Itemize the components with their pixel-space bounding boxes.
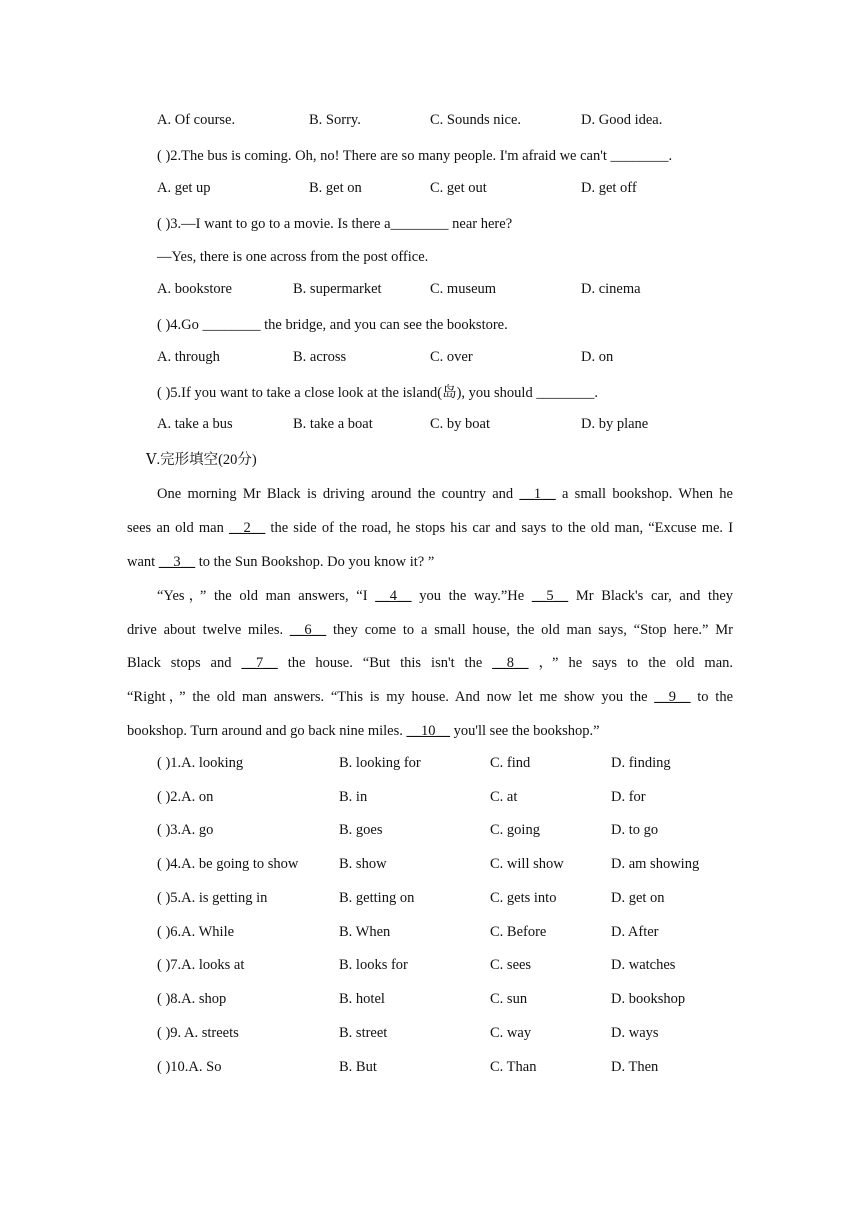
option-b: B. in	[339, 789, 368, 805]
option-d: D. cinema	[581, 281, 641, 297]
question-4-stem: ( )4.Go ________ the bridge, and you can see the bookstore.	[157, 317, 508, 333]
option-d: D. ways	[611, 1025, 659, 1041]
option-b: B. looks for	[339, 957, 408, 973]
option-c: C. over	[430, 349, 473, 365]
option-b: B. When	[339, 924, 391, 940]
option-b: B. get on	[309, 180, 362, 196]
blank-7: __7__	[241, 655, 278, 671]
blank-2: __2__	[229, 520, 266, 536]
question-2-options	[0, 180, 860, 200]
cloze-label: ( )10.A. So	[157, 1059, 222, 1075]
cloze-item	[0, 822, 860, 842]
option-d: D. After	[611, 924, 659, 940]
option-c: C. sun	[490, 991, 528, 1007]
question-2-stem: ( )2.The bus is coming. Oh, no! There are so many people. I'm afraid we can't ________.	[157, 148, 673, 164]
question-3-options	[0, 281, 860, 301]
passage-line: drive about twelve miles. __6__ they come to a small house, the old man says, “Stop here.” Mr	[127, 622, 734, 638]
option-d: D. Good idea.	[581, 112, 663, 128]
option-c: C. museum	[430, 281, 497, 297]
blank-3: __3__	[158, 554, 196, 570]
option-c: C. sees	[490, 957, 532, 973]
blank-10: __10__	[406, 723, 451, 739]
cloze-item	[0, 789, 860, 809]
blank-5: __5__	[531, 588, 569, 604]
cloze-label: ( )1.A. looking	[157, 755, 244, 771]
passage-line: “Yes，” the old man answers, “I __4__ you the way.”He __5__ Mr Black's car, and they	[157, 588, 734, 604]
option-c: C. at	[490, 789, 518, 805]
cloze-item	[0, 1025, 860, 1045]
cloze-label: ( )4.A. be going to show	[157, 856, 299, 872]
option-b: B. getting on	[339, 890, 415, 906]
passage-line: One morning Mr Black is driving around the country and __1__ a small bookshop. When he	[157, 486, 733, 502]
section-title: Ⅴ.完形填空(20分)	[146, 452, 257, 468]
option-b: B. supermarket	[293, 281, 382, 297]
question-5-stem: ( )5.If you want to take a close look at the island(岛), you should ________.	[157, 385, 598, 401]
option-d: D. for	[611, 789, 646, 805]
cloze-item	[0, 755, 860, 775]
option-b: B. goes	[339, 822, 383, 838]
option-b: B. looking for	[339, 755, 421, 771]
option-b: B. But	[339, 1059, 377, 1075]
blank-8: __8__	[492, 655, 529, 671]
option-a: A. get up	[157, 180, 211, 196]
cloze-item	[0, 1059, 860, 1079]
passage-line: Black stops and __7__ the house. “But this isn't the __8__ ，” he says to the old man.	[127, 655, 734, 671]
option-d: D. am showing	[611, 856, 700, 872]
option-b: B. across	[293, 349, 347, 365]
cloze-item	[0, 924, 860, 944]
passage-line: bookshop. Turn around and go back nine miles. __10__ you'll see the bookshop.”	[127, 723, 600, 739]
option-d: D. get on	[611, 890, 665, 906]
question-5-options	[0, 416, 860, 436]
option-a: A. bookstore	[157, 281, 232, 297]
cloze-label: ( )2.A. on	[157, 789, 214, 805]
passage-line: “Right，” the old man answers. “This is my house. And now let me show you the __9__ to the	[127, 689, 734, 705]
option-c: C. way	[490, 1025, 532, 1041]
question-3-stem: ( )3.—I want to go to a movie. Is there a________ near here?	[157, 216, 513, 232]
option-c: C. Before	[490, 924, 547, 940]
option-d: D. get off	[581, 180, 637, 196]
option-c: C. Sounds nice.	[430, 112, 522, 128]
option-c: C. Than	[490, 1059, 537, 1075]
option-a: A. Of course.	[157, 112, 236, 128]
option-d: D. finding	[611, 755, 671, 771]
blank-9: __9__	[654, 689, 691, 705]
prev-question-options	[0, 112, 860, 132]
option-d: D. Then	[611, 1059, 659, 1075]
option-c: C. going	[490, 822, 540, 838]
blank-1: __1__	[519, 486, 556, 502]
cloze-item	[0, 957, 860, 977]
option-a: A. take a bus	[157, 416, 233, 432]
question-3-reply: —Yes, there is one across from the post office.	[157, 249, 429, 265]
option-b: B. street	[339, 1025, 388, 1041]
option-c: C. gets into	[490, 890, 557, 906]
option-b: B. show	[339, 856, 387, 872]
cloze-item	[0, 890, 860, 910]
cloze-label: ( )5.A. is getting in	[157, 890, 268, 906]
option-c: C. will show	[490, 856, 564, 872]
cloze-label: ( )6.A. While	[157, 924, 235, 940]
option-d: D. by plane	[581, 416, 649, 432]
cloze-item	[0, 856, 860, 876]
question-4-options	[0, 349, 860, 369]
option-d: D. bookshop	[611, 991, 686, 1007]
option-b: B. hotel	[339, 991, 385, 1007]
option-d: D. watches	[611, 957, 676, 973]
option-d: D. to go	[611, 822, 659, 838]
option-c: C. by boat	[430, 416, 491, 432]
passage-line: want __3__ to the Sun Bookshop. Do you know it? ”	[127, 554, 435, 570]
cloze-label: ( )7.A. looks at	[157, 957, 245, 973]
cloze-label: ( )9. A. streets	[157, 1025, 239, 1041]
cloze-label: ( )3.A. go	[157, 822, 214, 838]
passage-line: sees an old man __2__ the side of the road, he stops his car and says to the old man, “Excuse me. I	[127, 520, 734, 536]
option-a: A. through	[157, 349, 220, 365]
option-c: C. find	[490, 755, 531, 771]
blank-6: __6__	[289, 622, 327, 638]
cloze-item	[0, 991, 860, 1011]
option-c: C. get out	[430, 180, 487, 196]
blank-4: __4__	[375, 588, 412, 604]
cloze-label: ( )8.A. shop	[157, 991, 227, 1007]
option-b: B. take a boat	[293, 416, 373, 432]
option-d: D. on	[581, 349, 614, 365]
option-b: B. Sorry.	[309, 112, 361, 128]
